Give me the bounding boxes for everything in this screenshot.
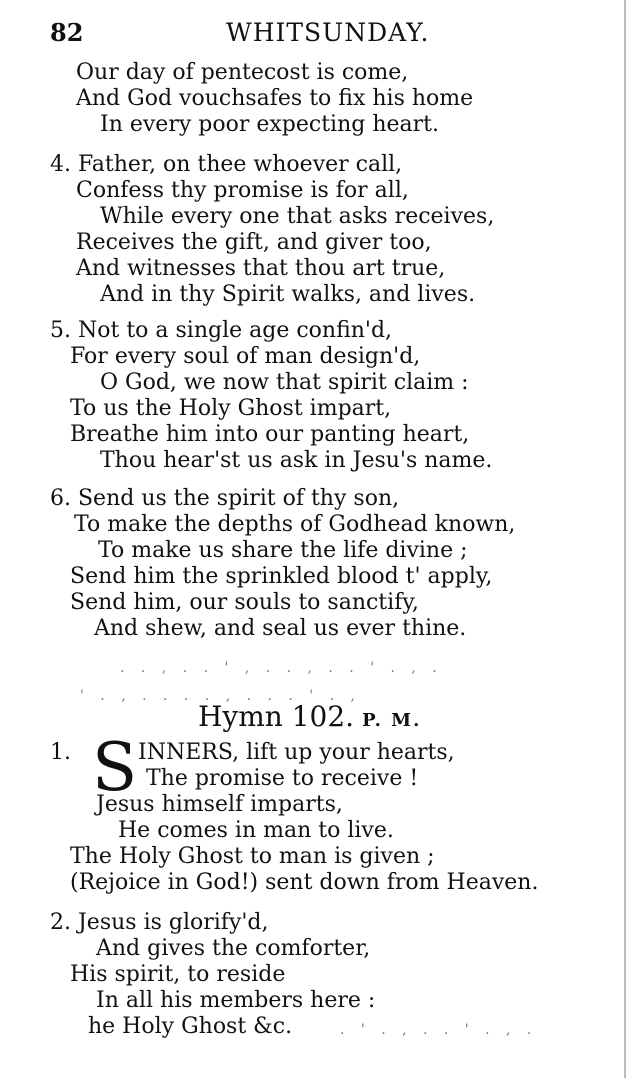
verse-line: 2. Jesus is glorify'd, — [50, 910, 269, 935]
verse-line: Thou hear'st us ask in Jesu's name. — [100, 448, 493, 473]
bleed-through-speckle: . ' . , . . ' . , . — [340, 1022, 538, 1038]
verse-line: To us the Holy Ghost impart, — [70, 396, 392, 421]
verse-line: And in thy Spirit walks, and lives. — [100, 282, 476, 307]
page-number: 82 — [50, 18, 84, 47]
verse-line: INNERS, lift up your hearts, — [138, 740, 455, 765]
hymn-meter: P. M. — [362, 710, 422, 731]
verse-line: he Holy Ghost &c. — [88, 1014, 293, 1039]
verse-line: Our day of pentecost is come, — [76, 60, 409, 85]
verse-line: The Holy Ghost to man is given ; — [70, 844, 435, 869]
verse-line: (Rejoice in God!) sent down from Heaven. — [70, 870, 539, 895]
verse-line: Jesus himself imparts, — [96, 792, 343, 817]
verse-line: Send him the sprinkled blood t' apply, — [70, 564, 493, 589]
verse-line: For every soul of man design'd, — [70, 344, 421, 369]
verse-line: Breathe him into our panting heart, — [70, 422, 470, 447]
hymn-title — [198, 700, 421, 733]
verse-line: 5. Not to a single age confin'd, — [50, 318, 393, 343]
verse-line: In every poor expecting heart. — [100, 112, 439, 137]
verse-line: To make the depths of Godhead known, — [74, 512, 516, 537]
verse-line: While every one that asks receives, — [100, 204, 495, 229]
verse-line: And shew, and seal us ever thine. — [94, 616, 467, 641]
hymn-number: Hymn 102. — [198, 700, 355, 733]
verse-line: O God, we now that spirit claim : — [100, 370, 469, 395]
bleed-through-speckle: . . , . . ' , . . , . . ' . , . — [120, 660, 443, 676]
drop-cap: S — [92, 729, 138, 806]
verse-line: And God vouchsafes to fix his home — [76, 86, 474, 111]
bleed-through-speckle: ' . , . . . . , . . . ' . , — [80, 688, 361, 704]
verse-line: Receives the gift, and giver too, — [76, 230, 432, 255]
verse-line: His spirit, to reside — [70, 962, 286, 987]
verse-line: And witnesses that thou art true, — [76, 256, 446, 281]
verse-number: 1. — [50, 740, 71, 765]
verse-line: 6. Send us the spirit of thy son, — [50, 486, 400, 511]
page-header — [46, 18, 496, 50]
verse-line: 4. Father, on thee whoever call, — [50, 152, 403, 177]
page-edge-rule — [624, 0, 626, 1078]
verse-line: In all his members here : — [96, 988, 376, 1013]
verse-line: Confess thy promise is for all, — [76, 178, 409, 203]
verse-line: And gives the comforter, — [96, 936, 371, 961]
verse-line: He comes in man to live. — [118, 818, 394, 843]
running-head: WHITSUNDAY. — [226, 18, 430, 47]
verse-line: The promise to receive ! — [146, 766, 419, 791]
verse-line: To make us share the life divine ; — [98, 538, 468, 563]
verse-line: Send him, our souls to sanctify, — [70, 590, 419, 615]
